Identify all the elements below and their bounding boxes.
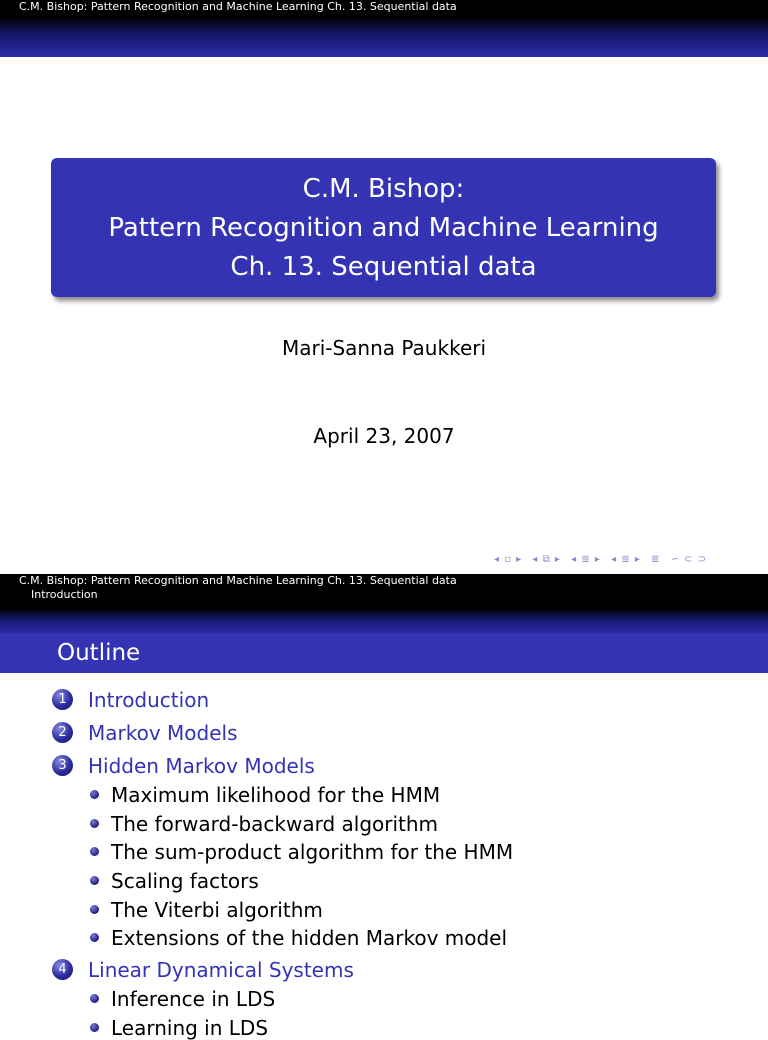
outline-subsection[interactable] xyxy=(90,898,323,922)
section-number-ball: 2 xyxy=(52,722,73,743)
presentation-date: April 23, 2007 xyxy=(313,424,455,448)
section-nav-icon[interactable]: ◂ ≣ ▸ xyxy=(571,554,601,565)
title-line-2: Pattern Recognition and Machine Learning xyxy=(108,213,659,243)
outline-subsection[interactable] xyxy=(90,926,507,950)
outline-subsection[interactable] xyxy=(90,840,513,864)
bullet-icon xyxy=(90,790,99,799)
title-line-3: Ch. 13. Sequential data xyxy=(230,252,537,282)
slide-headline xyxy=(0,574,768,609)
subsection-label: The Viterbi algorithm xyxy=(111,898,323,922)
section-number-ball: 4 xyxy=(52,959,73,980)
bullet-icon xyxy=(90,905,99,914)
header-band xyxy=(0,17,768,57)
title-line-1: C.M. Bishop: xyxy=(302,174,465,204)
subsection-label: Scaling factors xyxy=(111,869,259,893)
section-label: Markov Models xyxy=(88,721,238,745)
outline-section-1[interactable] xyxy=(52,688,209,718)
outline-slide xyxy=(0,574,768,1040)
author-name: Mari-Sanna Paukkeri xyxy=(281,336,487,360)
outline-section-3[interactable] xyxy=(52,754,315,784)
subsection-label: Learning in LDS xyxy=(111,1016,269,1040)
section-number-ball: 3 xyxy=(52,755,73,776)
bullet-icon xyxy=(90,876,99,885)
subsection-label: The forward-backward algorithm xyxy=(111,812,439,836)
beamer-navigation-bar xyxy=(494,554,713,565)
subsection-nav-icon[interactable]: ◂ ⧉ ▸ xyxy=(532,554,561,565)
align-icon[interactable]: ≣ xyxy=(651,554,661,565)
headline-text: C.M. Bishop: Pattern Recognition and Machine Learning Ch. 13. Sequential data xyxy=(19,0,457,13)
bullet-icon xyxy=(90,819,99,828)
outline-section-2[interactable] xyxy=(52,721,238,751)
bullet-icon xyxy=(90,994,99,1003)
search-icon[interactable]: ∽ ⊂ ⊃ xyxy=(670,554,708,565)
section-label: Linear Dynamical Systems xyxy=(88,958,354,982)
subsection-label: The sum-product algorithm for the HMM xyxy=(111,840,514,864)
bullet-icon xyxy=(90,847,99,856)
slide-headline xyxy=(0,0,768,17)
outline-subsection[interactable] xyxy=(90,1016,268,1040)
bullet-icon xyxy=(90,1023,99,1032)
section-label: Introduction xyxy=(88,688,210,712)
header-band xyxy=(0,609,768,633)
subsection-label: Inference in LDS xyxy=(111,987,276,1011)
section-number-ball: 1 xyxy=(52,689,73,710)
frame-nav-icon[interactable]: ◂ ▫ ▸ xyxy=(494,554,523,565)
title-block xyxy=(51,158,716,297)
section-label: Introduction xyxy=(31,588,98,601)
frame-title: Outline xyxy=(0,633,768,673)
headline-text: C.M. Bishop: Pattern Recognition and Machine Learning Ch. 13. Sequential data xyxy=(19,574,457,587)
outline-subsection[interactable] xyxy=(90,869,259,893)
subsection-label: Maximum likelihood for the HMM xyxy=(111,783,441,807)
document-nav-icon[interactable]: ◂ ≣ ▸ xyxy=(611,554,641,565)
outline-subsection[interactable] xyxy=(90,783,440,807)
section-label: Hidden Markov Models xyxy=(88,754,315,778)
bullet-icon xyxy=(90,933,99,942)
subsection-label: Extensions of the hidden Markov model xyxy=(111,926,508,950)
outline-section-4[interactable] xyxy=(52,958,354,988)
outline-subsection[interactable] xyxy=(90,987,275,1011)
outline-subsection[interactable] xyxy=(90,812,438,836)
